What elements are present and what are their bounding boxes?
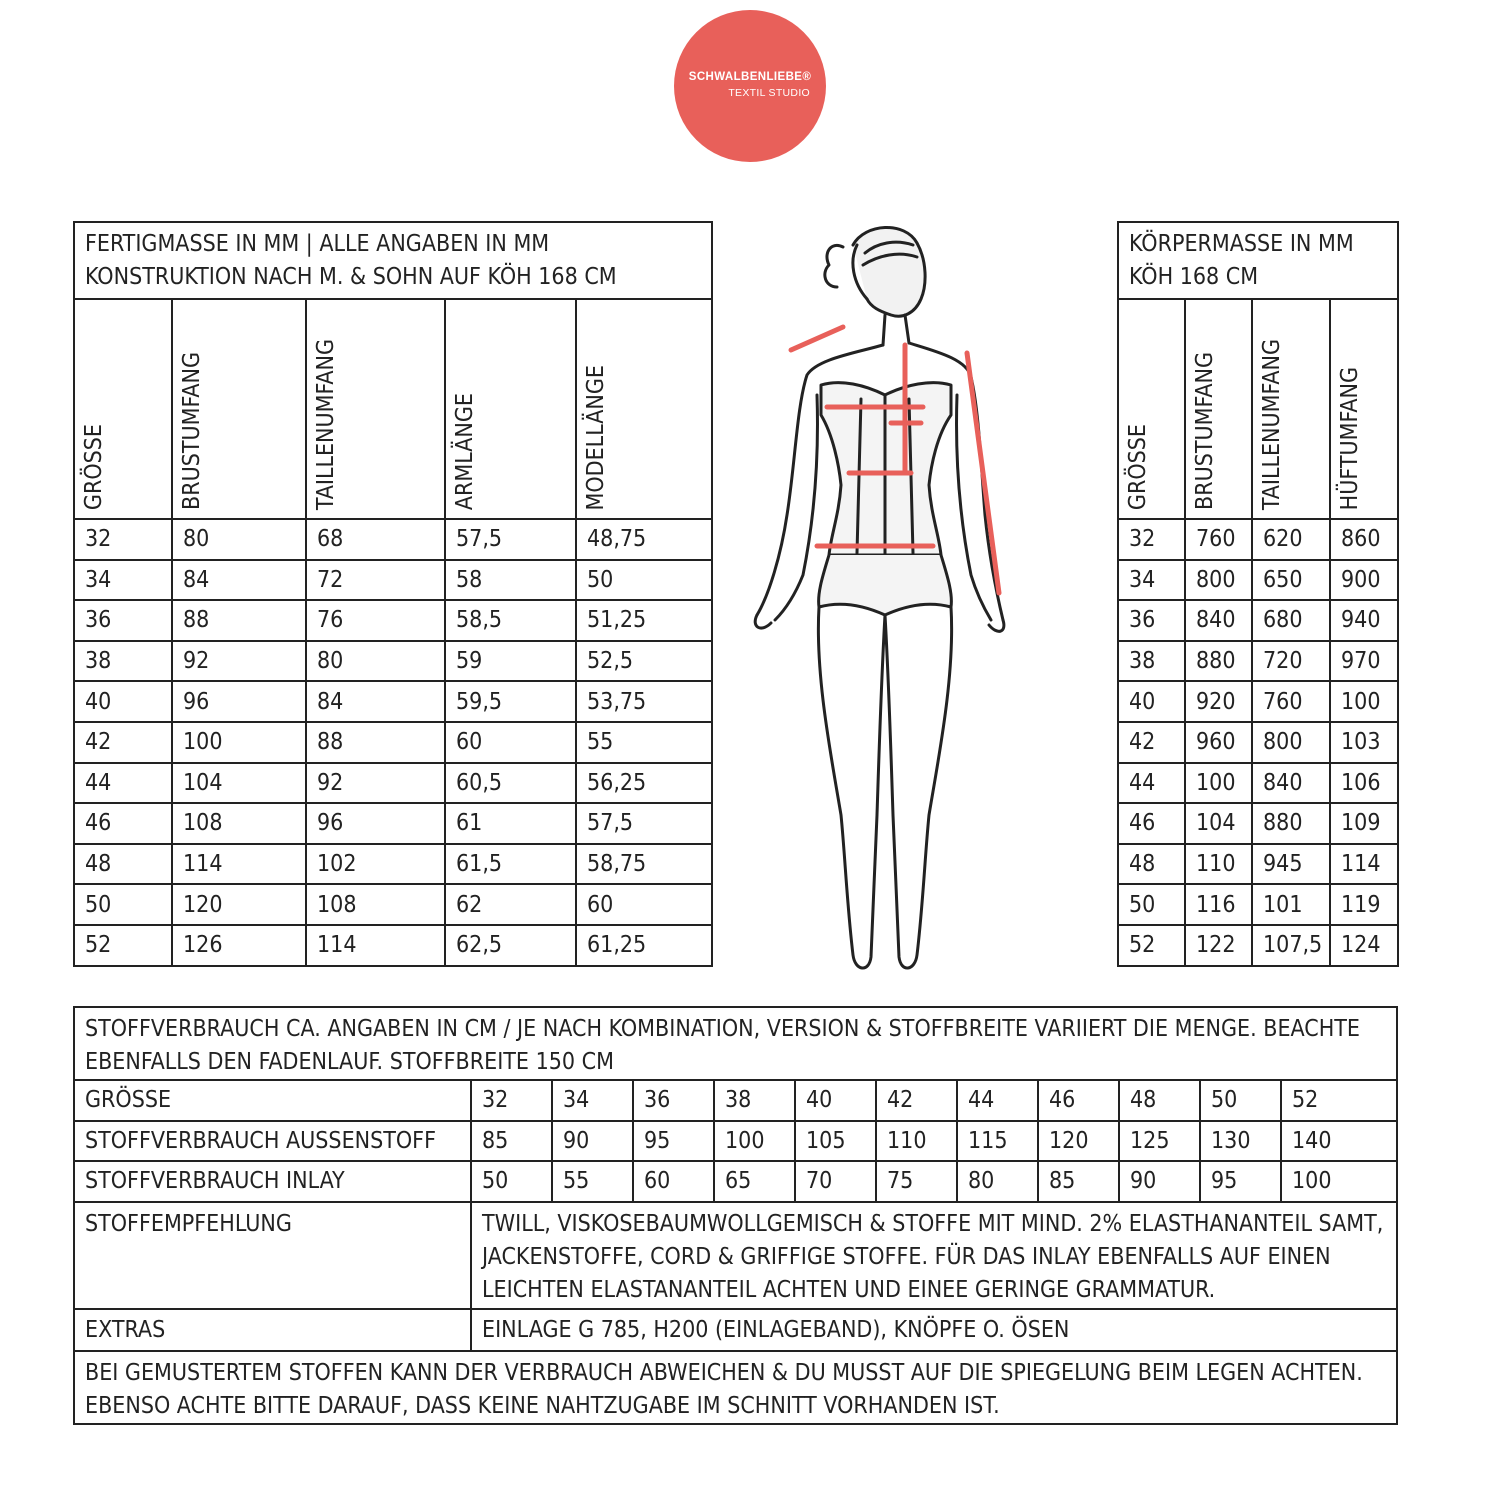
table-cell: 122 — [1185, 925, 1252, 966]
table-cell: 840 — [1252, 763, 1330, 804]
table-cell: 60 — [576, 884, 712, 925]
table-cell: 34 — [74, 560, 172, 601]
table-row — [1118, 844, 1398, 885]
table-cell: 103 — [1330, 722, 1398, 763]
outer-value-cell: 110 — [876, 1121, 957, 1162]
size-cell: 40 — [795, 1080, 876, 1121]
size-cell: 46 — [1038, 1080, 1119, 1121]
table-cell: 107,5 — [1252, 925, 1330, 966]
table-row — [1118, 519, 1398, 560]
table-cell: 50 — [74, 884, 172, 925]
table-cell: 52 — [1118, 925, 1185, 966]
table-cell: 800 — [1185, 560, 1252, 601]
table-cell: 38 — [74, 641, 172, 682]
size-cell: 48 — [1119, 1080, 1200, 1121]
fabric-size-row — [74, 1080, 1397, 1121]
table-cell: 48 — [1118, 844, 1185, 885]
table-cell: 100 — [172, 722, 306, 763]
table-cell: 46 — [1118, 803, 1185, 844]
inlay-row-label: STOFFVERBRAUCH INLAY — [74, 1161, 471, 1202]
column-header-waist: TAILLENUMFANG — [306, 299, 445, 519]
table-row — [74, 560, 712, 601]
table-cell: 108 — [172, 803, 306, 844]
table-cell: 57,5 — [576, 803, 712, 844]
table-row — [1118, 884, 1398, 925]
table-cell: 880 — [1185, 641, 1252, 682]
table-cell: 42 — [74, 722, 172, 763]
table-cell: 84 — [306, 681, 445, 722]
logo-subtitle: TEXTIL STUDIO — [728, 87, 810, 99]
table-cell: 76 — [306, 600, 445, 641]
table-cell: 51,25 — [576, 600, 712, 641]
table-cell: 900 — [1330, 560, 1398, 601]
table-cell: 56,25 — [576, 763, 712, 804]
table-cell: 58,75 — [576, 844, 712, 885]
fabric-consumption-table — [73, 1006, 1398, 1425]
table-cell: 960 — [1185, 722, 1252, 763]
table-cell: 36 — [1118, 600, 1185, 641]
outer-value-cell: 95 — [633, 1121, 714, 1162]
inlay-value-cell: 70 — [795, 1161, 876, 1202]
body-title-line2: KÖH 168 CM — [1129, 264, 1259, 290]
table-cell: 104 — [1185, 803, 1252, 844]
table-cell: 880 — [1252, 803, 1330, 844]
column-header-arm-length: ARMLÄNGE — [445, 299, 576, 519]
table-cell: 760 — [1185, 519, 1252, 560]
inlay-value-cell: 55 — [552, 1161, 633, 1202]
table-cell: 106 — [1330, 763, 1398, 804]
extras-label: EXTRAS — [74, 1309, 471, 1351]
table-cell: 680 — [1252, 600, 1330, 641]
table-row — [74, 884, 712, 925]
table-cell: 96 — [172, 681, 306, 722]
table-cell: 100 — [1330, 681, 1398, 722]
size-cell: 52 — [1281, 1080, 1397, 1121]
table-cell: 650 — [1252, 560, 1330, 601]
finished-table-body — [74, 519, 712, 966]
inlay-value-cell: 90 — [1119, 1161, 1200, 1202]
body-title-line1: KÖRPERMASSE IN MM — [1129, 231, 1354, 257]
table-cell: 44 — [74, 763, 172, 804]
inlay-value-cell: 85 — [1038, 1161, 1119, 1202]
table-cell: 120 — [172, 884, 306, 925]
table-cell: 52 — [74, 925, 172, 966]
table-row — [1118, 641, 1398, 682]
outer-value-cell: 100 — [714, 1121, 795, 1162]
table-row — [1118, 722, 1398, 763]
table-cell: 32 — [74, 519, 172, 560]
body-table-title — [1118, 222, 1398, 299]
table-cell: 96 — [306, 803, 445, 844]
table-row — [74, 763, 712, 804]
recommendation-label: STOFFEMPFEHLUNG — [74, 1202, 471, 1309]
table-cell: 59 — [445, 641, 576, 682]
table-cell: 101 — [1252, 884, 1330, 925]
inlay-value-cell: 60 — [633, 1161, 714, 1202]
extras-text: EINLAGE G 785, H200 (EINLAGEBAND), KNÖPFE O. ÖSEN — [471, 1309, 1397, 1351]
table-row — [74, 681, 712, 722]
table-cell: 920 — [1185, 681, 1252, 722]
outer-value-cell: 120 — [1038, 1121, 1119, 1162]
table-cell: 61,5 — [445, 844, 576, 885]
table-row — [74, 925, 712, 966]
table-cell: 114 — [306, 925, 445, 966]
table-cell: 720 — [1252, 641, 1330, 682]
column-header-size: GRÖSSE — [74, 299, 172, 519]
table-row — [1118, 681, 1398, 722]
table-cell: 620 — [1252, 519, 1330, 560]
table-row — [1118, 803, 1398, 844]
table-row — [1118, 560, 1398, 601]
table-row — [74, 600, 712, 641]
table-cell: 100 — [1185, 763, 1252, 804]
table-cell: 104 — [172, 763, 306, 804]
table-cell: 38 — [1118, 641, 1185, 682]
size-cell: 44 — [957, 1080, 1038, 1121]
column-header-bust: BRUSTUMFANG — [1185, 299, 1252, 519]
inlay-value-cell: 80 — [957, 1161, 1038, 1202]
table-cell: 970 — [1330, 641, 1398, 682]
size-cell: 32 — [471, 1080, 552, 1121]
inlay-value-cell: 50 — [471, 1161, 552, 1202]
body-figure-illustration — [745, 215, 1010, 985]
table-cell: 53,75 — [576, 681, 712, 722]
outer-value-cell: 125 — [1119, 1121, 1200, 1162]
table-cell: 57,5 — [445, 519, 576, 560]
table-cell: 60,5 — [445, 763, 576, 804]
table-cell: 102 — [306, 844, 445, 885]
table-cell: 109 — [1330, 803, 1398, 844]
table-cell: 110 — [1185, 844, 1252, 885]
table-cell: 119 — [1330, 884, 1398, 925]
inlay-value-cell: 95 — [1200, 1161, 1281, 1202]
body-measurements-table — [1117, 221, 1399, 967]
table-cell: 68 — [306, 519, 445, 560]
table-row — [74, 519, 712, 560]
table-cell: 46 — [74, 803, 172, 844]
table-cell: 72 — [306, 560, 445, 601]
table-cell: 44 — [1118, 763, 1185, 804]
table-cell: 84 — [172, 560, 306, 601]
column-header-size: GRÖSSE — [1118, 299, 1185, 519]
table-cell: 58 — [445, 560, 576, 601]
pattern-note: BEI GEMUSTERTEM STOFFEN KANN DER VERBRAUCH ABWEICHEN & DU MUSST AUF DIE SPIEGELUNG BEIM LEGEN ACHTEN. EBENSO ACHTE BITTE DARAUF, DASS KEINE NAHTZUGABE IM SCHNITT VORHANDEN IST. — [74, 1351, 1397, 1424]
finished-table-title — [74, 222, 712, 299]
table-cell: 62 — [445, 884, 576, 925]
size-cell: 42 — [876, 1080, 957, 1121]
finished-title-line1: FERTIGMASSE IN MM | ALLE ANGABEN IN MM — [85, 231, 550, 257]
fabric-inlay-row — [74, 1161, 1397, 1202]
size-cell: 38 — [714, 1080, 795, 1121]
table-cell: 124 — [1330, 925, 1398, 966]
table-cell: 940 — [1330, 600, 1398, 641]
table-cell: 42 — [1118, 722, 1185, 763]
finished-measurements-table — [73, 221, 713, 967]
table-cell: 60 — [445, 722, 576, 763]
table-cell: 114 — [1330, 844, 1398, 885]
table-cell: 50 — [576, 560, 712, 601]
table-cell: 88 — [172, 600, 306, 641]
table-row — [74, 722, 712, 763]
table-cell: 61 — [445, 803, 576, 844]
table-cell: 860 — [1330, 519, 1398, 560]
table-cell: 40 — [74, 681, 172, 722]
size-cell: 36 — [633, 1080, 714, 1121]
size-cell: 34 — [552, 1080, 633, 1121]
inlay-value-cell: 65 — [714, 1161, 795, 1202]
finished-title-line2: KONSTRUKTION NACH M. & SOHN AUF KÖH 168 CM — [85, 264, 617, 290]
table-cell: 92 — [306, 763, 445, 804]
table-cell: 61,25 — [576, 925, 712, 966]
table-cell: 88 — [306, 722, 445, 763]
table-cell: 59,5 — [445, 681, 576, 722]
table-row — [1118, 600, 1398, 641]
fabric-outer-row — [74, 1121, 1397, 1162]
outer-value-cell: 105 — [795, 1121, 876, 1162]
table-cell: 760 — [1252, 681, 1330, 722]
table-row — [74, 844, 712, 885]
outer-row-label: STOFFVERBRAUCH AUSSENSTOFF — [74, 1121, 471, 1162]
table-cell: 32 — [1118, 519, 1185, 560]
table-row — [1118, 763, 1398, 804]
inlay-value-cell: 100 — [1281, 1161, 1397, 1202]
fabric-table-title: STOFFVERBRAUCH CA. ANGABEN IN CM / JE NACH KOMBINATION, VERSION & STOFFBREITE VARIIERT DIE MENGE. BEACHTE EBENFALLS DEN FADENLAUF. STOFFBREITE 150 CM — [74, 1007, 1397, 1080]
column-header-bust: BRUSTUMFANG — [172, 299, 306, 519]
table-cell: 48 — [74, 844, 172, 885]
column-header-waist: TAILLENUMFANG — [1252, 299, 1330, 519]
column-header-hip: HÜFTUMFANG — [1330, 299, 1398, 519]
recommendation-text: TWILL, VISKOSEBAUMWOLLGEMISCH & STOFFE MIT MIND. 2% ELASTHANANTEIL SAMT, JACKENSTOFFE, CORD & GRIFFIGE STOFFE. FÜR DAS INLAY EBENFALLS AUF EINEN LEICHTEN ELASTANANTEIL ACHTEN UND EINEE GERINGE GRAMMATUR. — [471, 1202, 1397, 1309]
table-cell: 34 — [1118, 560, 1185, 601]
table-cell: 58,5 — [445, 600, 576, 641]
outer-value-cell: 115 — [957, 1121, 1038, 1162]
table-cell: 114 — [172, 844, 306, 885]
table-cell: 92 — [172, 641, 306, 682]
outer-value-cell: 90 — [552, 1121, 633, 1162]
column-header-model-length: MODELLÄNGE — [576, 299, 712, 519]
size-cell: 50 — [1200, 1080, 1281, 1121]
table-cell: 62,5 — [445, 925, 576, 966]
table-cell: 55 — [576, 722, 712, 763]
table-cell: 50 — [1118, 884, 1185, 925]
table-cell: 48,75 — [576, 519, 712, 560]
brand-logo — [674, 10, 826, 162]
table-cell: 800 — [1252, 722, 1330, 763]
body-table-body — [1118, 519, 1398, 966]
table-cell: 52,5 — [576, 641, 712, 682]
table-cell: 840 — [1185, 600, 1252, 641]
table-cell: 108 — [306, 884, 445, 925]
table-cell: 945 — [1252, 844, 1330, 885]
outer-value-cell: 130 — [1200, 1121, 1281, 1162]
table-cell: 80 — [306, 641, 445, 682]
size-row-label: GRÖSSE — [74, 1080, 471, 1121]
table-cell: 116 — [1185, 884, 1252, 925]
outer-value-cell: 140 — [1281, 1121, 1397, 1162]
inlay-value-cell: 75 — [876, 1161, 957, 1202]
table-cell: 126 — [172, 925, 306, 966]
table-cell: 40 — [1118, 681, 1185, 722]
table-cell: 36 — [74, 600, 172, 641]
table-cell: 80 — [172, 519, 306, 560]
outer-value-cell: 85 — [471, 1121, 552, 1162]
table-row — [74, 803, 712, 844]
logo-name: SCHWALBENLIEBE® — [688, 71, 812, 83]
table-row — [1118, 925, 1398, 966]
table-row — [74, 641, 712, 682]
